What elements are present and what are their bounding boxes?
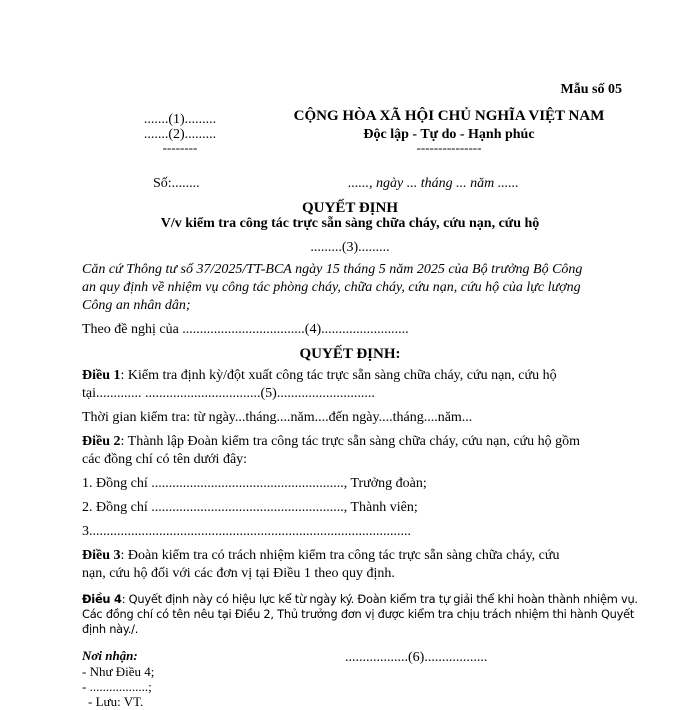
article-4-label: Điều 4 <box>82 592 122 606</box>
decision-heading: QUYẾT ĐỊNH: <box>299 346 401 362</box>
article-4-line-1 <box>82 592 638 606</box>
member-line-2: 2. Đồng chí ......................................................., Thành viên; <box>82 500 418 515</box>
country-name: CỘNG HÒA XÃ HỘI CHỦ NGHĨA VIỆT NAM <box>293 108 605 124</box>
article-3-line-1 <box>82 548 559 564</box>
article-3-text: : Đoàn kiểm tra có trách nhiệm kiểm tra công tác trực sẵn sàng chữa cháy, cứu <box>120 548 560 563</box>
article-1-label: Điều 1 <box>82 368 121 383</box>
recipient-item: - Như Điều 4; <box>82 664 155 679</box>
article-3-line-2: nạn, cứu hộ đối với các đơn vị tại Điều 1 theo quy định. <box>82 566 395 581</box>
legal-basis-line-1: Căn cứ Thông tư số 37/2025/TT-BCA ngày 15 tháng 5 năm 2025 của Bộ trưởng Bộ Công <box>82 262 583 277</box>
date-line: ......, ngày ... tháng ... năm ...... <box>348 176 519 191</box>
document-title: QUYẾT ĐỊNH <box>302 200 398 216</box>
member-line-3: 3............................................................................................ <box>82 524 411 539</box>
article-2-text: : Thành lập Đoàn kiểm tra công tác trực sẵn sàng chữa cháy, cứu nạn, cứu hộ gồm <box>120 434 581 449</box>
recipient-item: - Lưu: VT. <box>88 694 144 709</box>
recipients-heading: Nơi nhận: <box>82 648 138 663</box>
article-2-line-1 <box>82 434 580 450</box>
document-subject: V/v kiểm tra công tác trực sẵn sàng chữa cháy, cứu nạn, cứu hộ <box>160 216 540 231</box>
inspection-time-line: Thời gian kiểm tra: từ ngày...tháng....năm....đến ngày....tháng....năm... <box>82 410 473 425</box>
form-number: Mẫu số 05 <box>560 82 622 97</box>
agency-line-1: .......(1)......... <box>143 112 217 127</box>
agency-dash: -------- <box>162 140 198 155</box>
member-line-1: 1. Đồng chí ......................................................., Trưởng đoàn; <box>82 476 427 491</box>
recipient-item: - ..................; <box>82 679 152 694</box>
proposal-line: Theo đề nghị của ...................................(4)......................... <box>82 322 409 337</box>
article-4-text: : Quyết định này có hiệu lực kể từ ngày ký. Đoàn kiểm tra tự giải thể khi hoàn thành nhiệm vụ. <box>121 592 638 606</box>
legal-basis-line-3: Công an nhân dân; <box>82 298 191 313</box>
article-2-label: Điều 2 <box>82 434 121 449</box>
article-4-line-3: định này./. <box>82 622 139 636</box>
signature-line: ..................(6).................. <box>345 650 488 665</box>
article-1-line-1 <box>82 368 557 384</box>
legal-basis-line-2: an quy định về nhiệm vụ công tác phòng cháy, chữa cháy, cứu nạn, cứu hộ của lực lượng <box>82 280 581 295</box>
article-1-line-2: tại............. .................................(5)............................ <box>82 386 375 401</box>
article-2-line-2: các đồng chí có tên dưới đây: <box>82 452 248 467</box>
article-3-label: Điều 3 <box>82 548 121 563</box>
article-1-text: : Kiểm tra định kỳ/đột xuất công tác trực sẵn sàng chữa cháy, cứu nạn, cứu hộ <box>120 368 557 383</box>
article-4-line-2: Các đồng chí có tên nêu tại Điều 2, Thủ trưởng đơn vị được kiểm tra chịu trách nhiệm thi hành Quyết <box>82 607 635 621</box>
agency-line-2: .......(2)......... <box>143 127 217 142</box>
motto: Độc lập - Tự do - Hạnh phúc <box>363 127 535 142</box>
issuing-authority: .........(3)......... <box>310 240 390 255</box>
number-label: Số:........ <box>153 176 200 191</box>
motto-dash: --------------- <box>416 140 482 155</box>
